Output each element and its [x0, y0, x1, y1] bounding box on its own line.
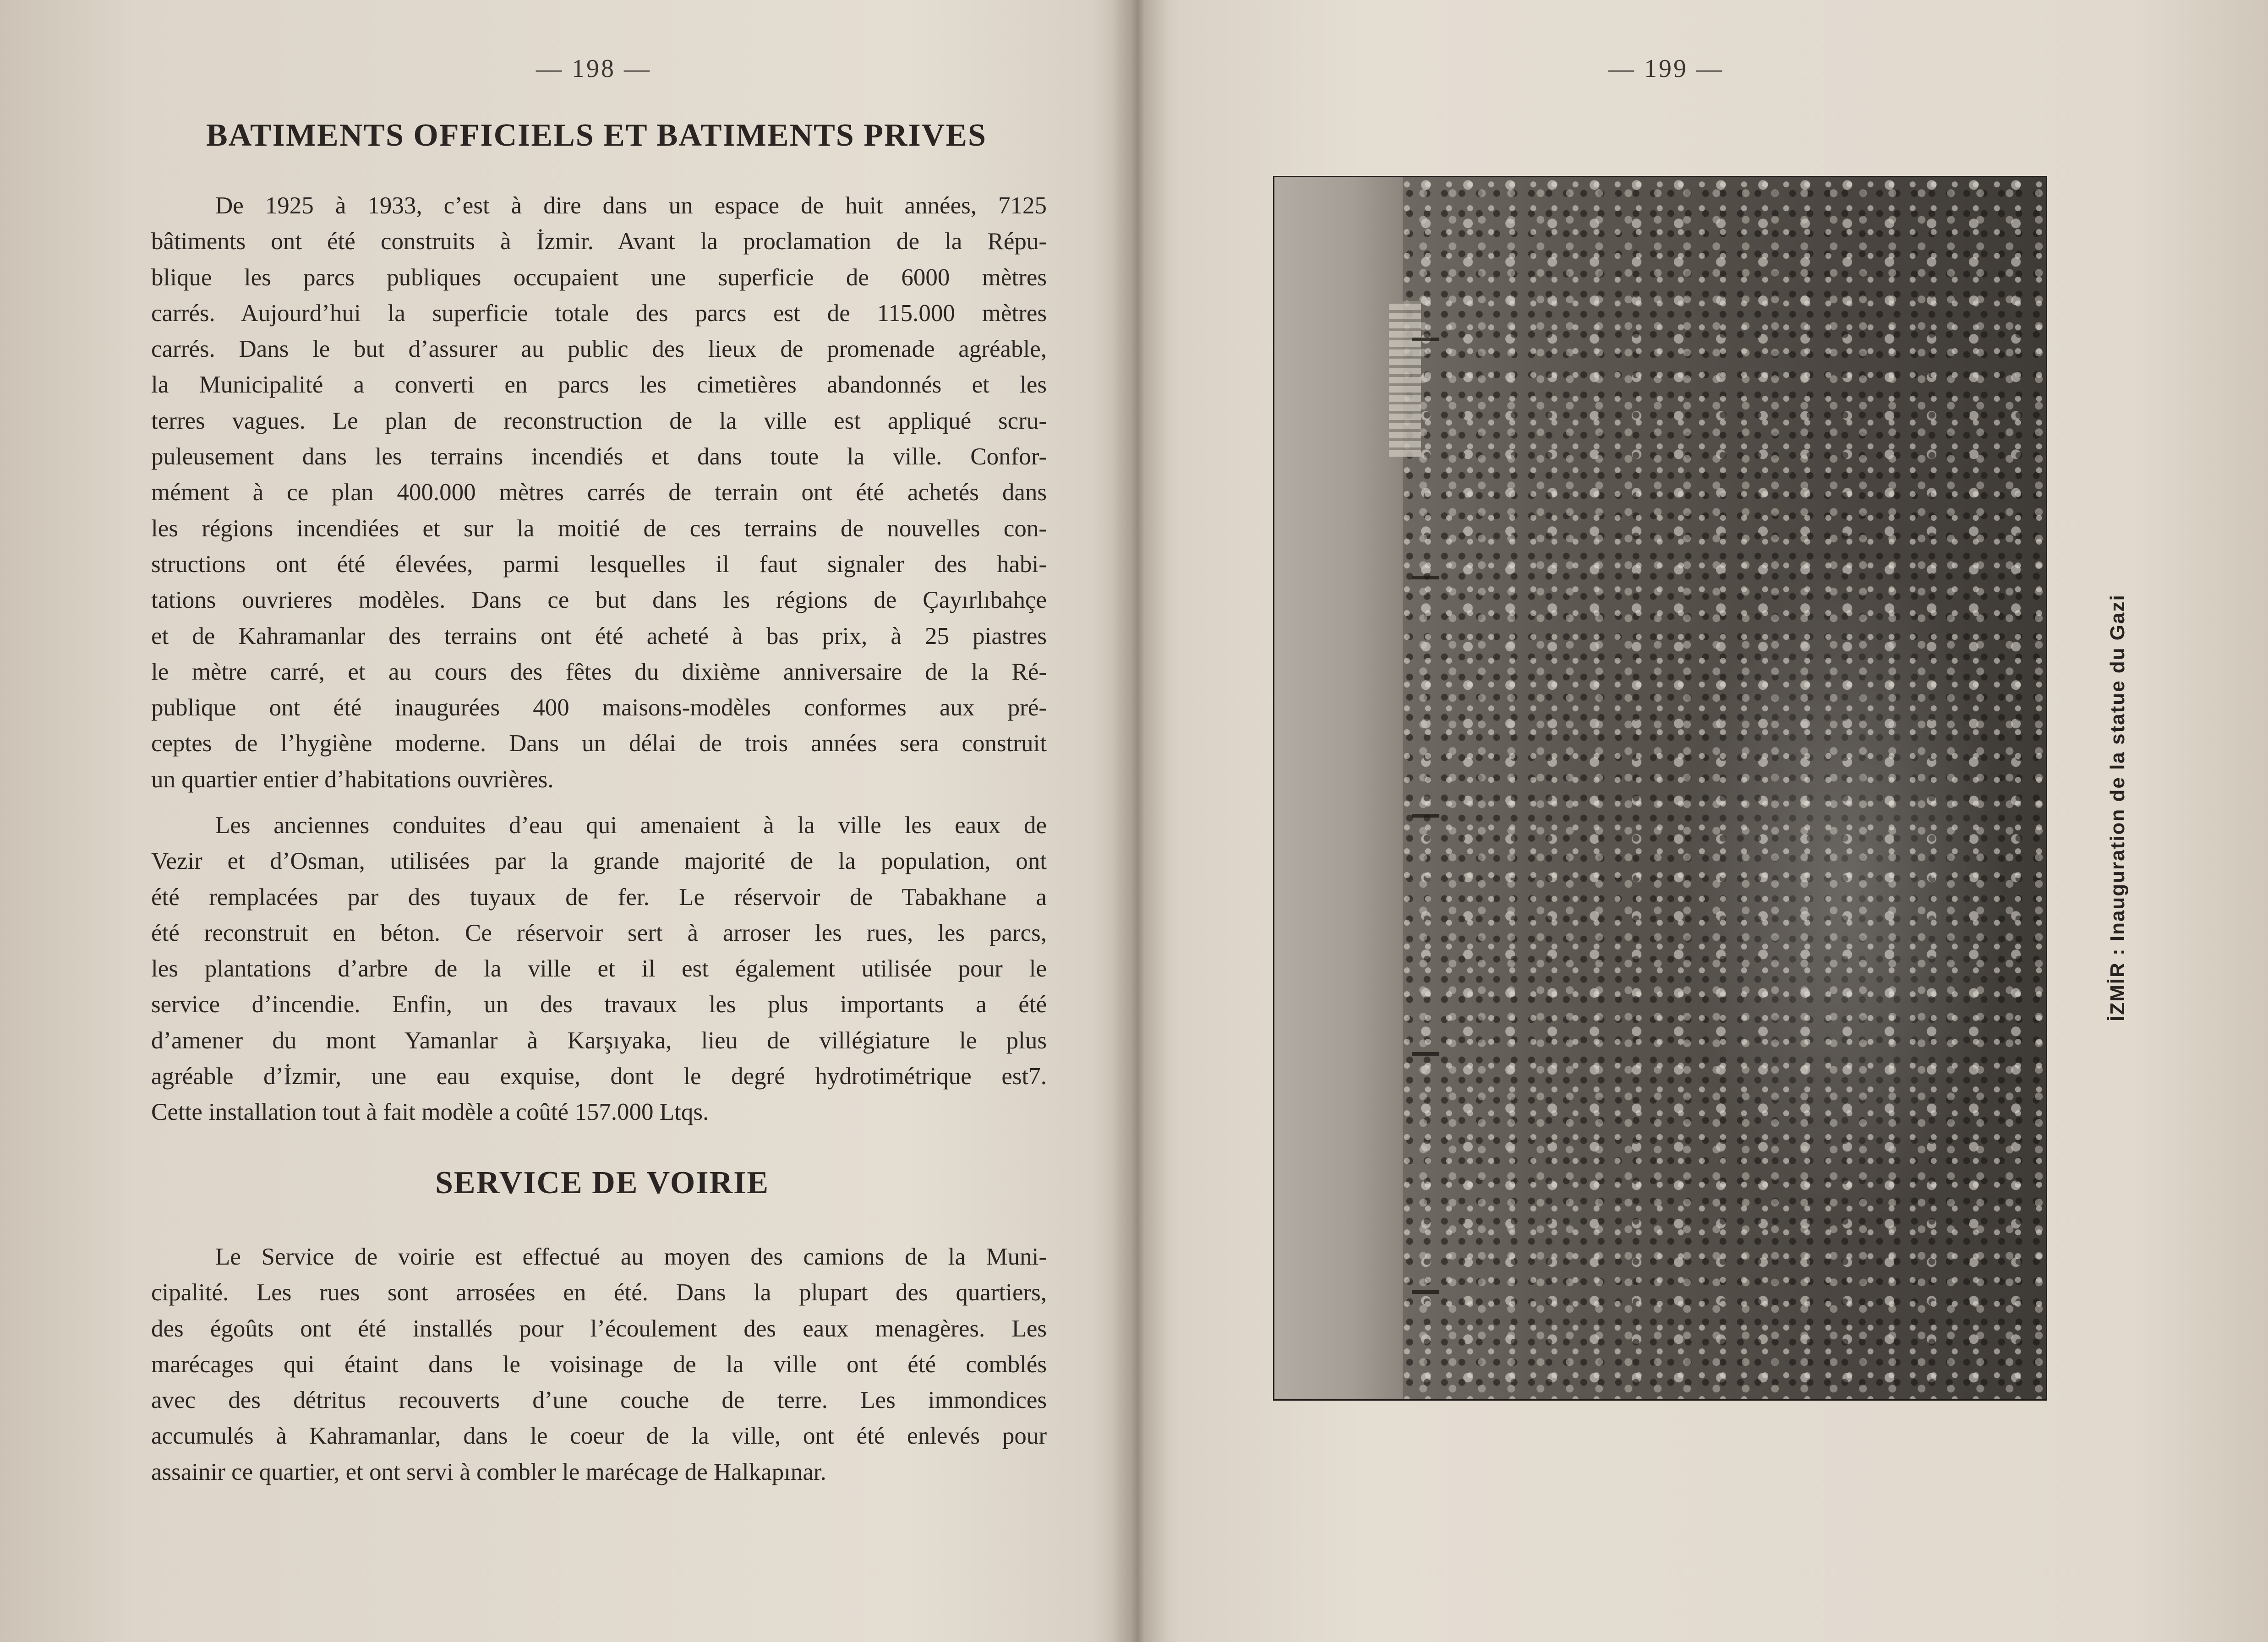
section-heading-batiments: BATIMENTS OFFICIELS ET BATIMENTS PRIVES	[206, 118, 987, 153]
text-line: Vezir et d’Osman, utilisées par la grande majorité de la population, ont	[151, 848, 1047, 875]
photo-highlight	[1687, 544, 2007, 1231]
text-line: De 1925 à 1933, c’est à dire dans un espace de huit années, 7125	[215, 192, 1047, 219]
text-line: le mètre carré, et au cours des fêtes du dixième anniversaire de la Ré-	[151, 658, 1047, 685]
text-line: carrés. Dans le but d’assurer au public des lieux de promenade agréable,	[151, 336, 1047, 363]
photo-sky	[1274, 177, 1403, 1399]
text-line: Les anciennes conduites d’eau qui amenaient à la ville les eaux de	[215, 812, 1047, 839]
text-line: marécages qui étaint dans le voisinage de la ville ont été comblés	[151, 1351, 1047, 1378]
text-line: bâtiments ont été construits à İzmir. Avant la proclamation de la Répu-	[151, 228, 1047, 255]
text-line: blique les parcs publiques occupaient une superficie de 6000 mètres	[151, 264, 1047, 291]
text-line: cipalité. Les rues sont arrosées en été. Dans la plupart des quartiers,	[151, 1279, 1047, 1306]
text-line: Cette installation tout à fait modèle a coûté 157.000 Ltqs.	[151, 1099, 709, 1126]
paragraph-conduites-eau	[151, 807, 1047, 1130]
text-line: un quartier entier d’habitations ouvrières.	[151, 766, 554, 793]
crowd-photograph	[1273, 176, 2047, 1401]
photo-flag-poles	[1412, 177, 1439, 1399]
text-line: tations ouvrieres modèles. Dans ce but dans les régions de Çayırlıbahçe	[151, 587, 1047, 614]
paragraph-voirie	[151, 1239, 1047, 1490]
text-line: carrés. Aujourd’hui la superficie totale des parcs est de 115.000 mètres	[151, 300, 1047, 327]
text-line: mément à ce plan 400.000 mètres carrés de terrain ont été achetés dans	[151, 479, 1047, 506]
text-line: et de Kahramanlar des terrains ont été acheté à bas prix, à 25 piastres	[151, 622, 1047, 649]
section-heading-voirie: SERVICE DE VOIRIE	[435, 1165, 770, 1200]
text-line: d’amener du mont Yamanlar à Karşıyaka, lieu de villégiature le plus	[151, 1027, 1047, 1054]
text-line: été remplacées par des tuyaux de fer. Le réservoir de Tabakhane a	[151, 884, 1047, 911]
page-number-left: — 198 —	[536, 55, 651, 83]
text-line: les plantations d’arbre de la ville et il est également utilisée pour le	[151, 955, 1047, 982]
photo-caption: İZMİR : Inauguration de la statue du Gazi	[2106, 594, 2129, 1021]
text-line: structions ont été élevées, parmi lesquelles il faut signaler des habi-	[151, 551, 1047, 578]
text-line: les régions incendiées et sur la moitié de ces terrains de nouvelles con-	[151, 515, 1047, 542]
text-line: accumulés à Kahramanlar, dans le coeur de la ville, ont été enlevés pour	[151, 1423, 1047, 1450]
page-number-right: — 199 —	[1608, 55, 1724, 83]
text-line: avec des détritus recouverts d’une couche de terre. Les immondices	[151, 1387, 1047, 1414]
text-line: Le Service de voirie est effectué au moyen des camions de la Muni-	[215, 1244, 1047, 1270]
text-line: agréable d’İzmir, une eau exquise, dont le degré hydrotimétrique est7.	[151, 1063, 1047, 1090]
text-line: la Municipalité a converti en parcs les cimetières abandonnés et les	[151, 371, 1047, 398]
text-line: publique ont été inaugurées 400 maisons-modèles conformes aux pré-	[151, 694, 1047, 721]
text-line: terres vagues. Le plan de reconstruction de la ville est appliqué scru-	[151, 407, 1047, 434]
paragraph-batiments	[151, 188, 1047, 797]
text-line: ceptes de l’hygiène moderne. Dans un délai de trois années sera construit	[151, 730, 1047, 757]
text-line: puleusement dans les terrains incendiés et dans toute la ville. Confor-	[151, 443, 1047, 470]
text-line: des égoûts ont été installés pour l’écoulement des eaux menagères. Les	[151, 1315, 1047, 1342]
text-line: assainir ce quartier, et ont servi à combler le marécage de Halkapınar.	[151, 1458, 826, 1485]
text-line: été reconstruit en béton. Ce réservoir sert à arroser les rues, les parcs,	[151, 919, 1047, 946]
text-line: service d’incendie. Enfin, un des travaux les plus importants a été	[151, 991, 1047, 1018]
